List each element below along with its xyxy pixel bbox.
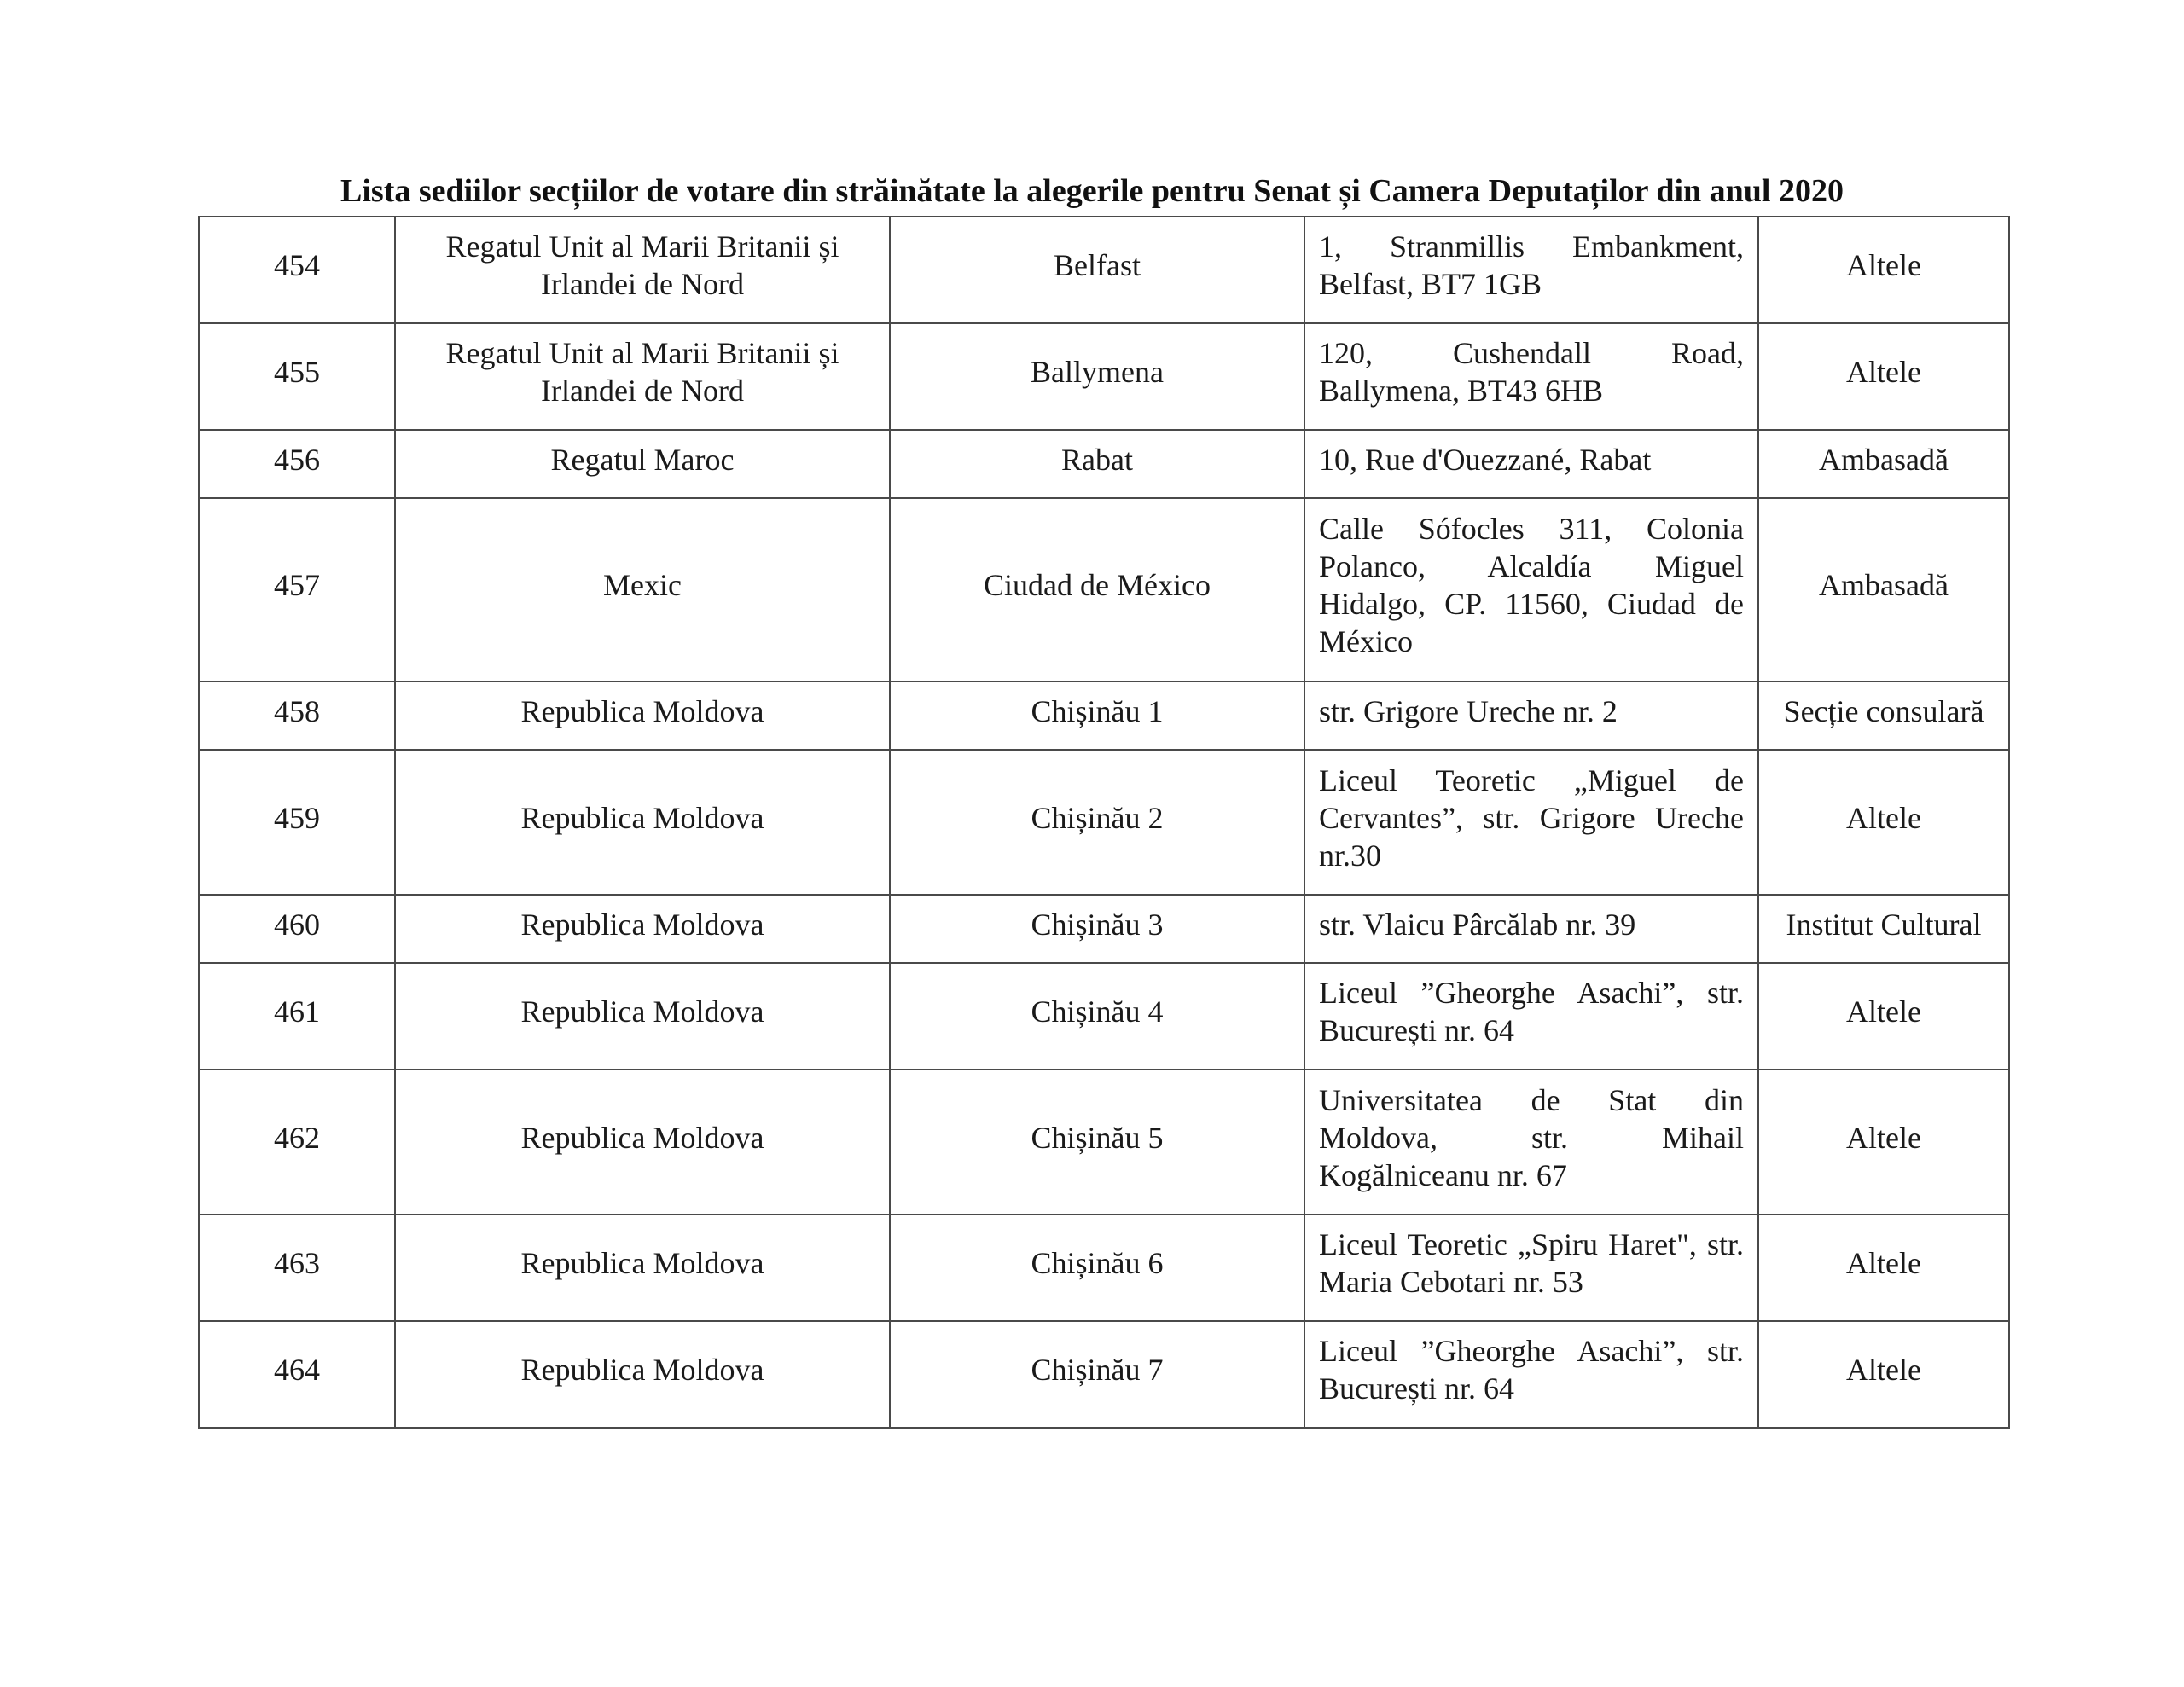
table-row — [199, 1215, 2009, 1321]
table-row — [199, 323, 2009, 430]
location-type-cell: Altele — [1758, 1215, 2009, 1321]
table-row — [199, 1321, 2009, 1428]
table-row — [199, 681, 2009, 750]
country-cell: Republica Moldova — [395, 1070, 890, 1215]
table-row — [199, 1070, 2009, 1215]
locality-cell: Chișinău 7 — [890, 1321, 1304, 1428]
locality-cell: Chișinău 4 — [890, 963, 1304, 1070]
station-number: 458 — [199, 681, 395, 750]
address-cell: 10, Rue d'Ouezzané, Rabat — [1304, 430, 1758, 498]
location-type-cell: Institut Cultural — [1758, 895, 2009, 963]
location-type-cell: Altele — [1758, 217, 2009, 323]
address-cell: 120, Cushendall Road, Ballymena, BT43 6HB — [1304, 323, 1758, 430]
locality-cell: Ballymena — [890, 323, 1304, 430]
locality-cell: Chișinău 1 — [890, 681, 1304, 750]
country-cell: Regatul Maroc — [395, 430, 890, 498]
table-row — [199, 498, 2009, 681]
location-type-cell: Altele — [1758, 1070, 2009, 1215]
station-number: 460 — [199, 895, 395, 963]
polling-stations-table — [198, 216, 2010, 1429]
country-cell: Republica Moldova — [395, 681, 890, 750]
location-type-cell: Altele — [1758, 963, 2009, 1070]
locality-cell: Chișinău 3 — [890, 895, 1304, 963]
location-type-cell: Altele — [1758, 1321, 2009, 1428]
station-number: 459 — [199, 750, 395, 895]
address-cell: str. Vlaicu Pârcălab nr. 39 — [1304, 895, 1758, 963]
locality-cell: Chișinău 6 — [890, 1215, 1304, 1321]
location-type-cell: Ambasadă — [1758, 498, 2009, 681]
country-cell: Mexic — [395, 498, 890, 681]
location-type-cell: Ambasadă — [1758, 430, 2009, 498]
station-number: 455 — [199, 323, 395, 430]
country-cell: Republica Moldova — [395, 1321, 890, 1428]
station-number: 461 — [199, 963, 395, 1070]
locality-cell: Ciudad de México — [890, 498, 1304, 681]
station-number: 454 — [199, 217, 395, 323]
country-cell: Republica Moldova — [395, 963, 890, 1070]
table-row — [199, 750, 2009, 895]
address-cell: Liceul ”Gheorghe Asachi”, str. București nr. 64 — [1304, 963, 1758, 1070]
address-cell: Liceul ”Gheorghe Asachi”, str. București nr. 64 — [1304, 1321, 1758, 1428]
address-cell: Liceul Teoretic „Spiru Haret", str. Maria Cebotari nr. 53 — [1304, 1215, 1758, 1321]
address-cell: str. Grigore Ureche nr. 2 — [1304, 681, 1758, 750]
station-number: 462 — [199, 1070, 395, 1215]
address-cell: Universitatea de Stat din Moldova, str. Mihail Kogălniceanu nr. 67 — [1304, 1070, 1758, 1215]
locality-cell: Chișinău 2 — [890, 750, 1304, 895]
station-number: 456 — [199, 430, 395, 498]
station-number: 464 — [199, 1321, 395, 1428]
table-row — [199, 895, 2009, 963]
station-number: 463 — [199, 1215, 395, 1321]
location-type-cell: Altele — [1758, 750, 2009, 895]
address-cell: Liceul Teoretic „Miguel de Cervantes”, str. Grigore Ureche nr.30 — [1304, 750, 1758, 895]
country-cell: Republica Moldova — [395, 1215, 890, 1321]
location-type-cell: Altele — [1758, 323, 2009, 430]
locality-cell: Belfast — [890, 217, 1304, 323]
table-row — [199, 430, 2009, 498]
locality-cell: Rabat — [890, 430, 1304, 498]
location-type-cell: Secție consulară — [1758, 681, 2009, 750]
country-cell: Regatul Unit al Marii Britanii și Irlandei de Nord — [395, 217, 890, 323]
table-row — [199, 217, 2009, 323]
document-title: Lista sediilor secțiilor de votare din străinătate la alegerile pentru Senat și Camera Deputaților din anul 2020 — [340, 173, 1844, 209]
table-row — [199, 963, 2009, 1070]
address-cell: 1, Stranmillis Embankment, Belfast, BT7 1GB — [1304, 217, 1758, 323]
locality-cell: Chișinău 5 — [890, 1070, 1304, 1215]
country-cell: Republica Moldova — [395, 750, 890, 895]
country-cell: Regatul Unit al Marii Britanii și Irlandei de Nord — [395, 323, 890, 430]
country-cell: Republica Moldova — [395, 895, 890, 963]
station-number: 457 — [199, 498, 395, 681]
address-cell: Calle Sófocles 311, Colonia Polanco, Alcaldía Miguel Hidalgo, CP. 11560, Ciudad de México — [1304, 498, 1758, 681]
